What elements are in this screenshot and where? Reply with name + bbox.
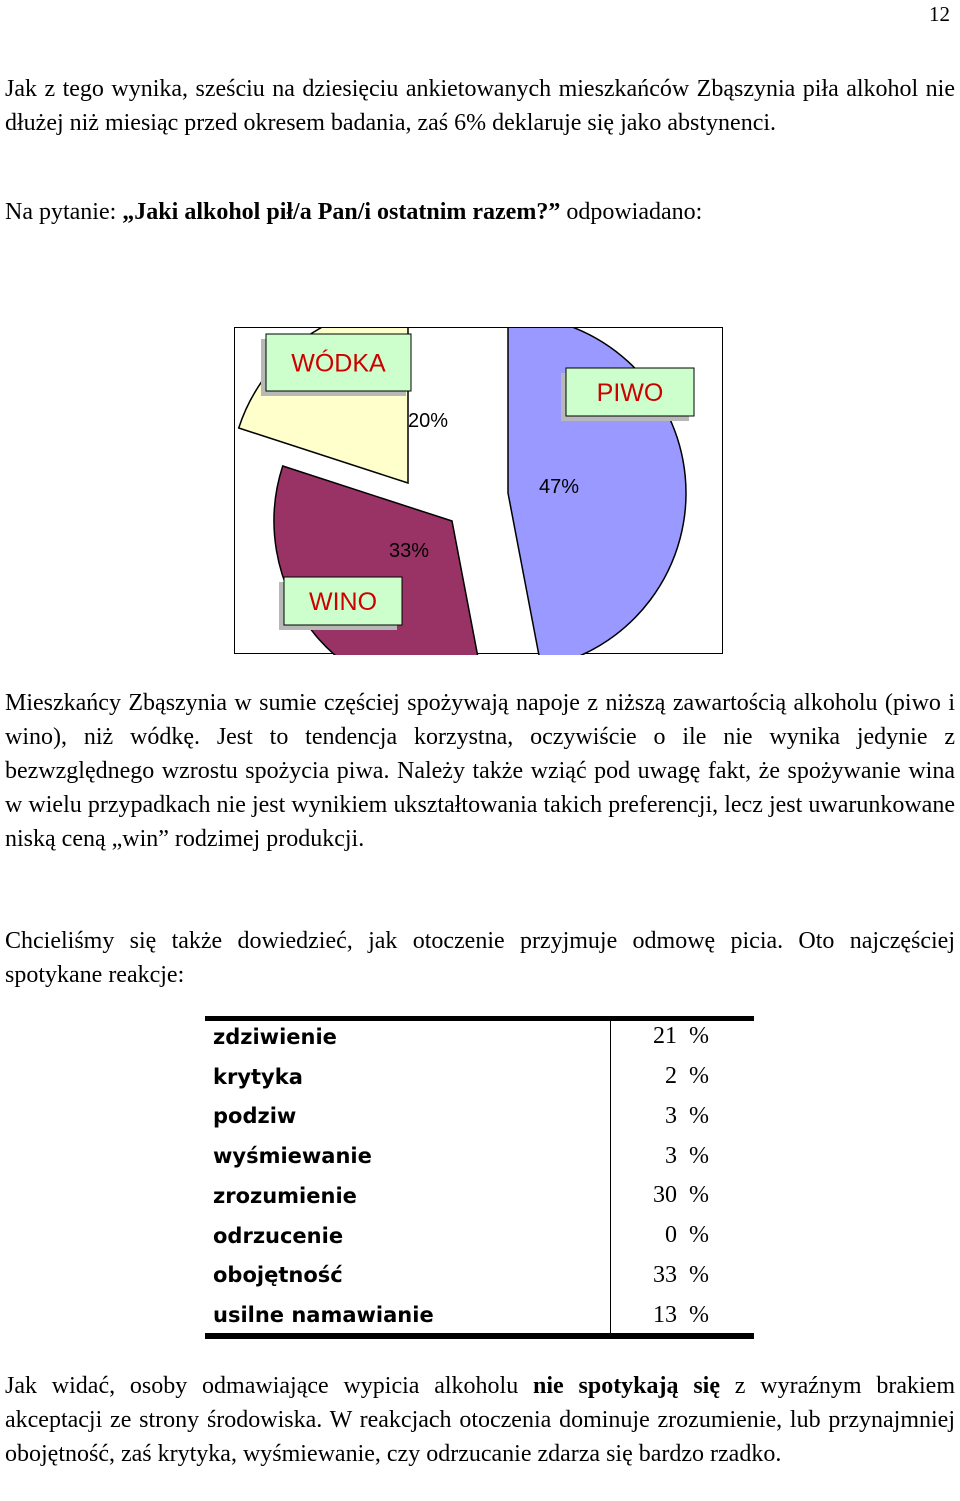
- reaction-unit: %: [689, 1023, 709, 1050]
- reaction-value-cell: [611, 1136, 754, 1176]
- reaction-label: usilne namawianie: [213, 1303, 434, 1328]
- reaction-value: 3: [665, 1142, 677, 1169]
- reaction-value: 21: [653, 1023, 677, 1050]
- reactions-table-body: [207, 1017, 753, 1335]
- conclusion-bold: nie spotykają się: [533, 1373, 720, 1399]
- pie-value-label: 20%: [407, 410, 449, 432]
- reaction-value-cell: [611, 1256, 754, 1296]
- reaction-value: 33: [653, 1261, 677, 1288]
- pie-category-label: WINO: [308, 588, 378, 616]
- pie-value-label: 33%: [388, 540, 430, 562]
- analysis-paragraph: Mieszkańcy Zbąszynia w sumie częściej spożywają napoje z niższą zawartością alkoholu (piwo i wino), niż wódkę. Jest to tendencja korzystna, oczywiście o ile nie wynika jedynie z bezwzględnego wzrostu spożycia piwa. Należy także wziąć pod uwagę fakt, że spożywanie wina w wielu przypadkach nie jest wynikiem ukształtowania takich preferencji, lecz jest uwarunkowane niską ceną „win” rodzimej produkcji.: [5, 690, 955, 852]
- question-lead: Na pytanie:: [5, 199, 123, 225]
- reaction-label: obojętność: [213, 1263, 343, 1288]
- reaction-label: zdziwienie: [213, 1024, 337, 1049]
- alcohol-pie-chart: [234, 327, 723, 654]
- table-row: [207, 1295, 753, 1335]
- reaction-label: zrozumienie: [213, 1183, 357, 1208]
- table-row: [207, 1216, 753, 1256]
- table-row: [207, 1017, 753, 1057]
- reaction-unit: %: [689, 1182, 709, 1209]
- table-row: [207, 1057, 753, 1097]
- reaction-label: podziw: [213, 1104, 297, 1129]
- pie-category-label: PIWO: [596, 379, 664, 407]
- reaction-value-cell: [611, 1017, 754, 1057]
- reaction-label: wyśmiewanie: [213, 1144, 372, 1169]
- reaction-value-cell: [611, 1216, 754, 1256]
- reaction-unit: %: [689, 1261, 709, 1288]
- reaction-value-cell: [611, 1057, 754, 1097]
- table-row: [207, 1256, 753, 1296]
- survey-question: „Jaki alkohol pił/a Pan/i ostatnim razem?”: [122, 199, 561, 225]
- reaction-value-cell: [611, 1176, 754, 1216]
- reaction-value: 0: [665, 1222, 677, 1249]
- reaction-label: krytyka: [213, 1064, 303, 1089]
- reaction-value-cell: [611, 1295, 754, 1335]
- table-row: [207, 1097, 753, 1137]
- pie-value-label: 47%: [538, 476, 580, 498]
- reaction-unit: %: [689, 1063, 709, 1090]
- question-paragraph: [5, 195, 955, 229]
- intro-paragraph: Jak z tego wynika, sześciu na dziesięciu ankietowanych mieszkańców Zbąszynia piła alkohol nie dłużej niż miesiąc przed okresem badania, zaś 6% deklaruje się jako abstynenci.: [5, 76, 955, 136]
- table-row: [207, 1176, 753, 1216]
- reaction-unit: %: [689, 1301, 709, 1328]
- table-row: [207, 1136, 753, 1176]
- conclusion-lead: Jak widać, osoby odmawiające wypicia alkoholu: [5, 1373, 534, 1399]
- pie-category-label: WÓDKA: [291, 349, 386, 378]
- reaction-unit: %: [689, 1102, 709, 1129]
- reactions-intro-paragraph: Chcieliśmy się także dowiedzieć, jak otoczenie przyjmuje odmowę picia. Oto najczęściej spotykane reakcje:: [5, 928, 955, 988]
- reaction-unit: %: [689, 1142, 709, 1169]
- reaction-label: odrzucenie: [213, 1223, 344, 1248]
- reaction-value: 30: [653, 1182, 677, 1209]
- page-number: 12: [929, 2, 950, 26]
- reaction-value: 3: [665, 1102, 677, 1129]
- reaction-value: 2: [665, 1063, 677, 1090]
- table-bottom-rule: [205, 1333, 754, 1339]
- question-tail: odpowiadano:: [560, 199, 703, 225]
- reaction-unit: %: [689, 1222, 709, 1249]
- reaction-value-cell: [611, 1097, 754, 1137]
- conclusion-tail: z wyraźnym brakiem akceptacji ze strony środowiska. W reakcjach otoczenia dominuje zrozumienie, lub przynajmniej obojętność, zaś krytyka, wyśmiewanie, czy odrzucanie zdarza się bardzo rzadko.: [5, 1373, 955, 1467]
- conclusion-paragraph: [5, 1369, 955, 1471]
- reaction-value: 13: [653, 1301, 677, 1328]
- pie-chart-canvas: [235, 328, 724, 655]
- reactions-table: [207, 1017, 753, 1335]
